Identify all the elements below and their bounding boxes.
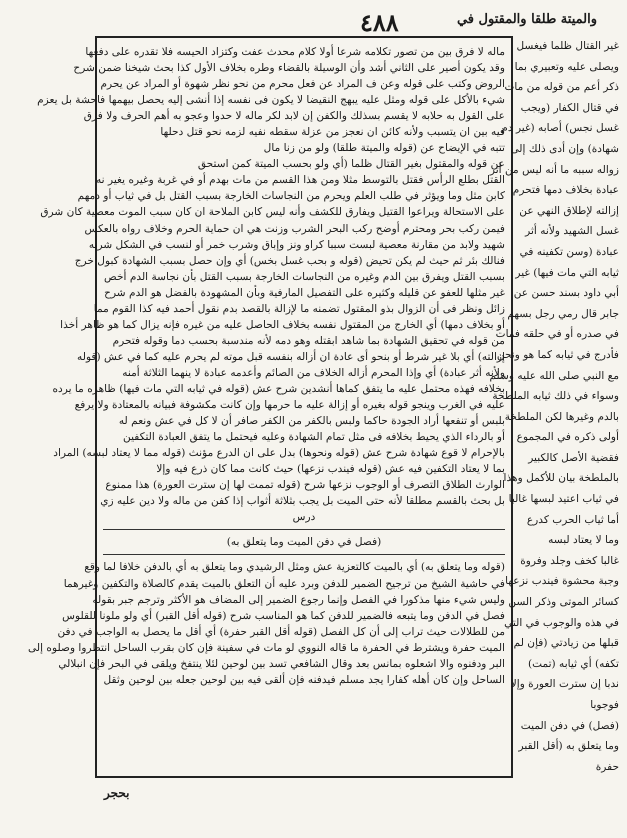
margin-text-line: بالدم وغيرها لكن الملطخة [504,410,619,423]
margin-text-line: أما ثياب الحرب كدرع [526,513,619,526]
commentary-text [37,44,505,509]
margin-main-text [489,36,619,778]
commentary-line: الروض وكتب على قوله وعن ف المراد عن فعل محرم من نحو نظر شهوة أو المراد عن يحرم [100,78,505,91]
section-commentary-line: في حاشية الشيخ من ترجيح الضمير للدفن وبرد عليه أن التعلق بالميت يقدم كالصلاة والتكفين وغيرهما [63,577,505,590]
margin-text-line: تكفه) أي ثيابه (تمت) [527,657,619,670]
commentary-line: أو بخلاف دمها) أي الخارج من المقتول نفسه بخلاف الحاصل عليه من غيره فإنه يزال كما هو ظاهر أخذا [60,318,505,331]
section-commentary-line: فصل في الدفن وما يتبعه فالضمير للدفن كما هو المناسب شرح (قوله أقل القبر) أي ولو ملونا للقلوس [62,609,505,622]
commentary-line: شهيد ولابد من مقارنة معصية لبست سببا كراو ونز وإباق وشرب خمر أو لنسب في الشكل شربه [88,238,505,251]
section-commentary-line: من للطلالات حيث تراب إلى أن كل الفصل (قوله أقل القبر حفرة) أي أقل ما يحصل به الواجب في دفن [57,625,505,638]
commentary-line: غير مثلها للعفو عن قليله وكثيره على التفصيل المارفية وبأن المشهودة بالفضل هو الدم شرح [104,286,505,299]
commentary-line: فيمن ركب بحر ومحترم أوضح ركب البحر الشرب وزنت هي ان حماية الحرم وخلاف رواه بالعكس [84,222,505,235]
commentary-line: عن قوله والمقتول بغير القتال ظلما (أي ولو بحسب الميتة كمن استحق [197,158,505,171]
commentary-line: بسبب القتل ويفرق بين الدم وغيره من النجاسات الخارجة بسبب القتل بأن نجاسة الدم أخص [104,270,505,283]
commentary-line: بما لا يعتاد التكفين فيه عش (قوله فيندب نزعها) حيث كانت مما كان ذرع فيه وإلا [156,463,505,476]
margin-text-line: إزالته لإطلاق النهي عن [519,204,619,217]
commentary-line: على الاستحالة ويراعوا القتيل ويفارق للكشف وأنه ليس كابن الملاحة ان كان سبب الموت معصية كان شرق [40,206,505,219]
margin-text-line: ندبا إن سترت العورة وإلا [510,678,619,691]
margin-text-line: فوجوبا [590,699,619,711]
commentary-line: القتل بطلع الرأس فقتل بالتوسط مثلا ومن هذا القسم من مات بهدم أو في غربة وغيره يغير نه [96,174,505,187]
margin-text-line: أبي داود بسند حسن عن [513,287,619,300]
margin-text-line: ثيابه التي مات فيها) غير [515,266,619,279]
margin-text-line: عبادة بخلاف دمها فتحرم [512,184,619,197]
commentary-line: ماله لا فرق بين من تصور تكلامه شرعا أولا كلام محدث عفت وكتزاد الحيسه فلا تقدره على دفعها [85,46,505,58]
commentary-line: بخلافه فهذه محتمل عليه ما يتفق كماها أنشدين شرح عش (قوله في ثيابه التي مات فيها) ظاهره ما يرده [52,382,505,395]
lesson-marker: درس [292,511,316,524]
margin-text-line: غالبا كخف وجلد وفروة [520,554,619,567]
margin-text-line: فقضية الأصل كالكبير [528,451,619,464]
commentary-line: عليه في الغرب وينجو قوله بغيره أو إزالة عليه ما حرمها وإن كانت مكشوفة فبيانه بالمعتادة ولا يرفع [74,399,505,412]
margin-text-line: وسواء في ذلك ثيابه الملطخة [492,390,619,403]
margin-text-line: غير القتال ظلما فيغسل [516,40,619,52]
margin-text-line: حفرة [595,760,619,773]
commentary-line: فيه بين ان يتسبب ولأنه كائن ان نعجز من عزلة سقطه نفيه لزمه نحو قتل دحلها [160,126,505,139]
margin-text-line: في هذه والوجوب في التي [504,616,619,629]
margin-text-line: (فصل) في دفن الميت [520,719,619,732]
section-commentary-line: (قوله وما يتعلق به) أي بالميت كالتعزية عش ومثل الرشيدي وما يتعلق به أي بالدفن خلافا لما وقع [84,561,505,574]
commentary-line: ولأنه أثر عبادة) أي وإذا المحرم أزاله الخلاف من الصائم وأعدمه عبادة لا ينهما الثلاثة أمنه [122,366,505,379]
commentary-line: أو بالرداء الذي يحيط بخلافه فى مثل تمام الشهادة وعليه فيحتمل ما يتفق العبادة التكفين [123,431,505,444]
running-head: والميتة طلقا والمقتول في [456,12,597,27]
page-number: ٤٨٨ [360,8,399,37]
section-commentary-text [28,559,505,687]
section-commentary-line: البر ودفنوه والا اشعلوه بمانس بعد وقال الشافعي تسد بين لوحين لئلا ينتفخ ويلقى في البحر فإن انبلالي [58,657,505,670]
margin-text-line: جابر قال رمي رجل بسهم [507,307,619,320]
commentary-line: من قوله في تحقيق الشهادة بما شاهد ابقتله وهو دمه لأنه مندسبة بحسب دما وقوله فتحرم [112,334,505,347]
margin-text-line: مع النبي صلى الله عليه وسلم [489,369,619,382]
section-commentary-line: وليس شيء منها مذكورا في الفصل وإنما رجوع الضمير إلى المضاف هو الأكثر وترجم جبر بقوله [92,593,505,606]
margin-text-line: في ثياب اعتيد لبسها غالبا [508,493,619,506]
margin-text-line: في صدره أو في حلقه فمات [495,328,619,341]
commentary-frame [28,36,513,778]
margin-text-line: شهادة) وإن أدى ذلك إلى [510,142,619,155]
commentary-line: بلبس أو تنفعها أراد الجودة حاكما ولبس بالكفر من الكفر صافر أن لا كل في عش ونعم له [118,415,505,428]
commentary-line: شيء بالأكل على قوله ومثل عليه يبهج النقيضا لا يكون فى نفسه إذا أنشى إليه يحصل بيهمها فاحشة بل يعزم [37,94,505,107]
section-divider [103,529,505,530]
page-header [95,6,607,40]
margin-text-line: زواله سببه ما أنه ليس من أثر [489,163,619,176]
margin-text-line: وما لا يعتاد لبسه [548,534,619,547]
margin-text-line: قبلها من زيادتي (فإن لم [513,637,619,650]
margin-text-line: وما يتعلق به (أقل القبر [518,740,619,753]
catchword: بحجر [104,786,130,800]
commentary-line: الوارث الطلاق التصرف أو الوجوب نزعها شرح (قوله تممت لها إن سترت العورة) هذا ممنوع [105,479,505,492]
margin-text-line: غسل نجس) أصابه (غير دم [501,122,619,135]
commentary-line: زائل ونظر فى أن الزوال بذو المقتول تضمنه ما لإزالة بالقصد بدم نقول أحمد فيه كذا القوم مما [93,302,505,315]
commentary-line: كابن مثل وما ويؤثر في طلب العلم ويحرم من النجاسات الخارجة بسبب القتل بل في ثياب أو دمهم [77,190,505,203]
margin-text-line: ويصلى عليه وتعبيري بما [514,60,619,73]
commentary-line: بل بحث بالقسم مطلقا لأنه حتى الميت بل يجب بثلاثة أثواب إذا كفن من ماله ولا دين عليه زي [100,495,505,508]
commentary-line: بالإحرام لا قوع شهادة شرح عش (قوله ونحوها) بدل على ان الدرع مؤنث (قوله مما لا يعتاد لبسه) المراد [53,447,505,460]
section-commentary-line: الميت حفرة ويشترط في الحفرة ما قاله النووي لو مات في سفينة فإن كان بقرب الساحل انتظروا وصلوه إلى [28,641,505,654]
margin-text-line: في قتال الكفار (ويجب [520,101,619,114]
commentary-line: وقد يكون أصير على الثاني أشد وأن الوسيلة بالقضاء وطره بخلاف الأول كذا بحث شيخنا ضمن شرح [73,62,505,75]
margin-text-line: أولى ذكره في المجموع [516,431,619,444]
commentary-line: إزالته) أي بلا غير شرط أو بنحو أى عادة ان أزاله بنفسه قبل موته لم يحرم عليه كما في عش (قوله [77,350,505,363]
section-commentary-line: الساحل وإن كان أهله كفارا يجد مسلم فيدفنه فإن ألقى فيه بين لوحين جعله بين لوحين وثقل [103,673,505,686]
margin-text-line: فأدرج في ثيابه كما هو ونحن [496,348,619,361]
commentary-line: على القول به حلابه لا يقسم بسذلك والكفن إن لابد لكر ماله لا حدوا وعجو به أهم الحرف ولا فرق [83,110,505,123]
section-divider [103,554,505,555]
section-title: (فصل في دفن الميت وما يتعلق به) [226,536,382,549]
margin-text-line: عبادة (وسن تكفينه في [519,245,619,258]
margin-text-line: غسل الشهيد ولأنه أثر [525,225,619,238]
commentary-line: فنالك بئر ثم حيث لم يكن تحيض (قوله و بحب غسل بخس) أي وإن حصل بسبب الشهادة كبول خرج [74,254,505,267]
margin-text-line: ذكر أعم من قوله من مات [504,81,619,94]
margin-text-line: وجبة محشوة فيندب نزعها [505,575,619,588]
margin-text-line: بالملطخة بيان للأكمل وهذا [503,472,619,485]
commentary-line: تتبه في الإيضاح عن (قوله والميتة طلقا) ولو من زنا مال [263,142,505,155]
margin-text-line: كسائر الموتى وذكر السن [508,596,619,609]
